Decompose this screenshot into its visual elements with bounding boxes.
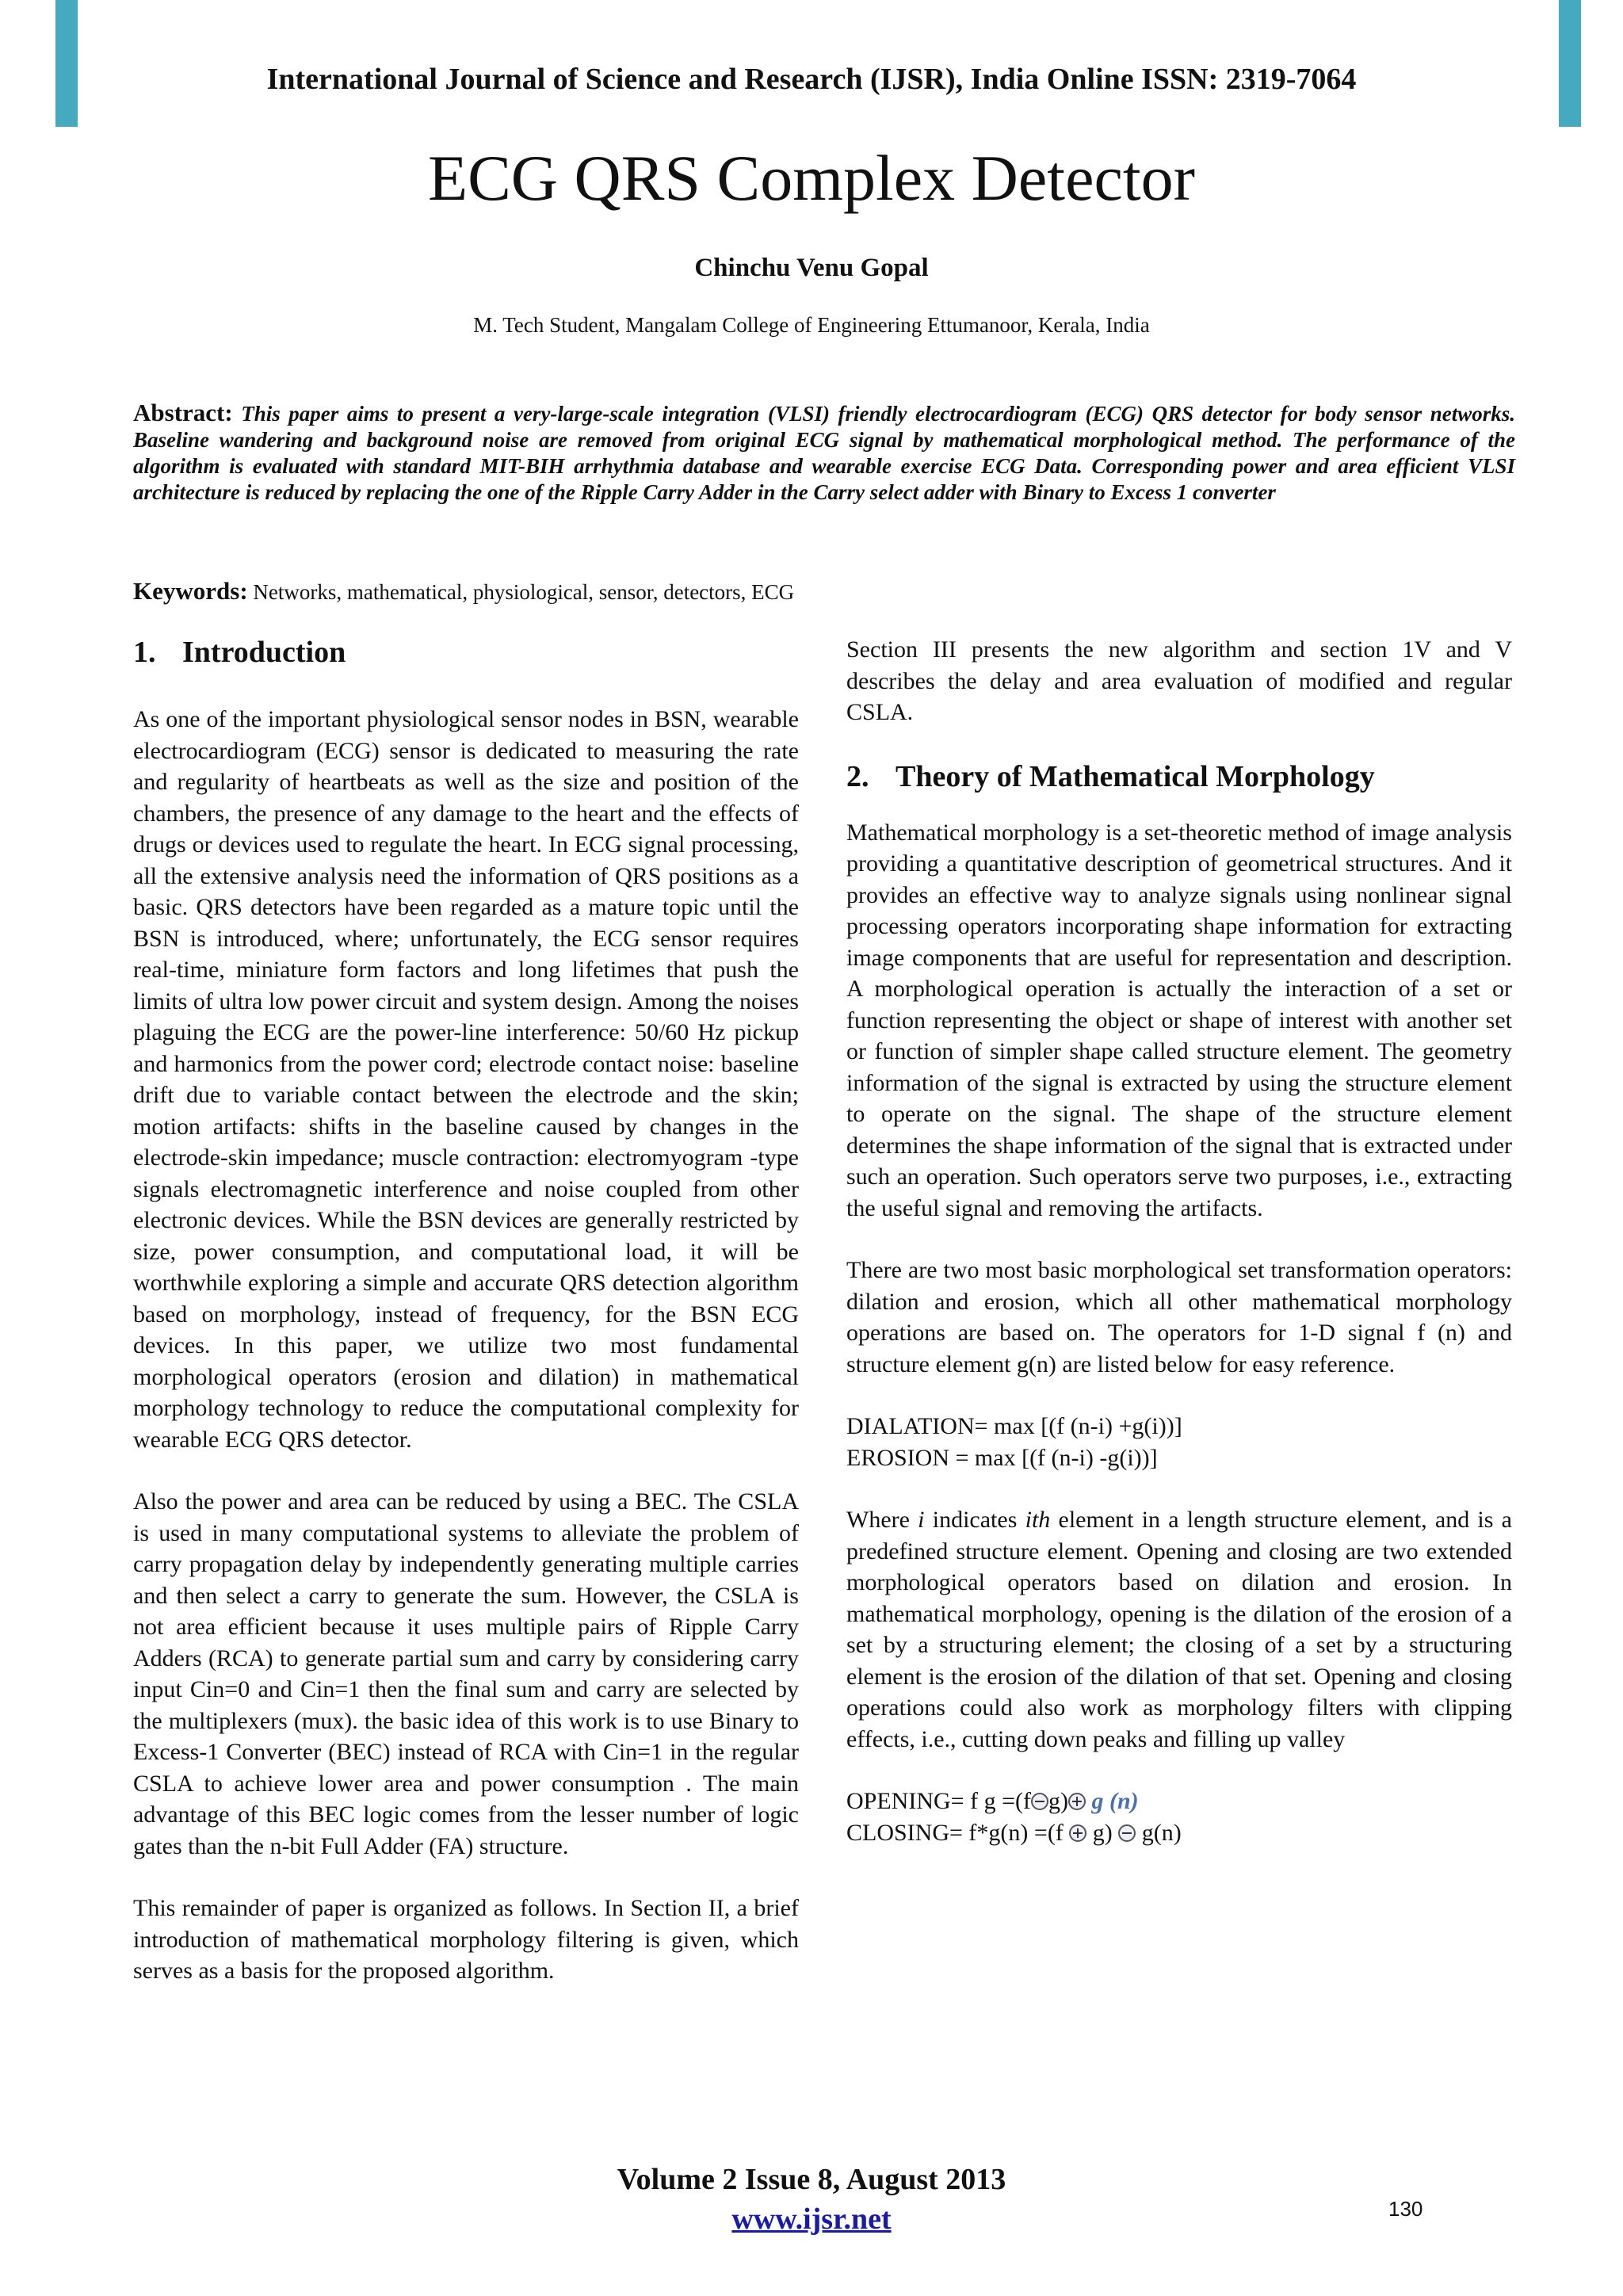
right-column — [846, 634, 1512, 1848]
text-run: element in a length structure element, and is a predefined structure element. Opening and closing are two extended morphological operators based on dilation and erosion. In mathematical morphology, opening is the dilation of the erosion of a set by a structuring element; the closing of a set by a structuring element is the erosion of the dilation of that set. Opening and closing operations could also work as morphology filters with clipping effects, i.e., cutting down peaks and filling up valley — [846, 1507, 1512, 1752]
section-heading-morphology — [846, 758, 1512, 795]
intro-paragraph-4: Section III presents the new algorithm and section 1V and V describes the delay and area evaluation of modified and regular CSLA. — [846, 636, 1512, 725]
equation-text: g(n) — [1141, 1819, 1182, 1846]
equation-text: OPENING= f g =(f — [846, 1788, 1031, 1814]
italic-ith: ith — [1025, 1507, 1051, 1533]
section-title: Introduction — [182, 636, 346, 669]
equation-text: g) — [1092, 1819, 1113, 1846]
keywords-text: Networks, mathematical, physiological, sensor, detectors, ECG — [253, 580, 795, 604]
section-number: 1. — [133, 636, 156, 669]
circle-minus-icon — [1031, 1793, 1048, 1810]
abstract — [133, 399, 1515, 506]
equation-text: g) — [1048, 1788, 1068, 1814]
equation-opening — [846, 1786, 1512, 1817]
morphology-paragraph-2: There are two most basic morphological set transformation operators: dilation and erosion, which all other mathematical morphology operations are based on. The operators for 1-D signal f (n) and structure element g(n) are listed below for easy reference. — [846, 1257, 1512, 1377]
equation-text: CLOSING= f*g(n) =(f — [846, 1819, 1064, 1846]
circle-plus-icon — [1068, 1793, 1086, 1810]
text-run: Where — [846, 1507, 918, 1533]
author-name: Chinchu Venu Gopal — [694, 254, 929, 282]
section-number: 2. — [846, 759, 869, 793]
section-title: Theory of Mathematical Morphology — [896, 759, 1375, 793]
footer-link[interactable]: www.ijsr.net — [731, 2202, 892, 2236]
italic-i: i — [918, 1507, 925, 1533]
text-run: indicates — [924, 1507, 1025, 1533]
footer-volume: Volume 2 Issue 8, August 2013 — [617, 2163, 1006, 2196]
equation-text: g (n) — [1091, 1788, 1139, 1814]
equation-closing — [846, 1817, 1512, 1849]
abstract-text: This paper aims to present a very-large-scale integration (VLSI) friendly electrocardiogram (ECG) QRS detector for body sensor networks. Baseline wandering and background noise are removed from original ECG signal by mathematical morphological method. The performance of the algorithm is evaluated with standard MIT-BIH arrhythmia database and wearable exercise ECG Data. Corresponding power and area efficient VLSI architecture is reduced by replacing the one of the Ripple Carry Adder in the Carry select adder with Binary to Excess 1 converter — [133, 402, 1516, 504]
equation-dilation: DIALATION= max [(f (n-i) +g(i))] — [846, 1413, 1182, 1439]
abstract-label: Abstract: — [133, 399, 233, 426]
morphology-paragraph-1: Mathematical morphology is a set-theoretic method of image analysis providing a quantitative description of geometrical structures. And it provides an effective way to analyze signals using nonlinear signal processing operators incorporating shape information for extracting image components that are useful for representation and description. A morphological operation is actually the interaction of a set or function representing the object or shape of interest with another set or function of simpler shape called structure element. The geometry information of the signal is extracted by using the structure element to operate on the signal. The shape of the structure element determines the shape information of the signal that is extracted under such an operation. Such operators serve two purposes, i.e., extracting the useful signal and removing the artifacts. — [846, 819, 1512, 1221]
keywords-label: Keywords: — [133, 577, 248, 605]
morphology-paragraph-3 — [846, 1504, 1512, 1755]
journal-header: International Journal of Science and Research (IJSR), India Online ISSN: 2319-7064 — [266, 63, 1357, 96]
intro-paragraph-3: This remainder of paper is organized as follows. In Section II, a brief introduction of mathematical morphology filtering is given, which serves as a basis for the proposed algorithm. — [133, 1895, 799, 1984]
author-affiliation: M. Tech Student, Mangalam College of Engineering Ettumanoor, Kerala, India — [473, 313, 1150, 337]
intro-paragraph-2: Also the power and area can be reduced by using a BEC. The CSLA is used in many computational systems to alleviate the problem of carry propagation delay by independently generating multiple carries and then select a carry to generate the sum. However, the CSLA is not area efficient because it uses multiple pairs of Ripple Carry Adders (RCA) to generate partial sum and carry by considering carry input Cin=0 and Cin=1 then the final sum and carry are selected by the multiplexers (mux). the basic idea of this work is to use Binary to Excess-1 Converter (BEC) instead of RCA with Cin=1 in the regular CSLA to achieve lower area and power consumption . The main advantage of this BEC logic comes from the lesser number of logic gates than the n-bit Full Adder (FA) structure. — [133, 1488, 799, 1859]
left-column — [133, 634, 799, 1987]
keywords — [133, 577, 1515, 606]
section-heading-introduction — [133, 634, 799, 670]
circle-plus-icon — [1069, 1824, 1086, 1842]
intro-paragraph-1: As one of the important physiological sensor nodes in BSN, wearable electrocardiogram (ECG) sensor is dedicated to measuring the rate and regularity of heartbeats as well as the size and position of the chambers, the presence of any damage to the heart and the effects of drugs or devices used to regulate the heart. In ECG signal processing, all the extensive analysis need the information of QRS positions as a basic. QRS detectors have been regarded as a mature topic until the BSN is introduced, where; unfortunately, the ECG sensor requires real-time, miniature form factors and long lifetimes that push the limits of ultra low power circuit and system design. Among the noises plaguing the ECG are the power-line interference: 50/60 Hz pickup and harmonics from the power cord; electrode contact noise: baseline drift due to variable contact between the electrode and the skin; motion artifacts: shifts in the baseline caused by changes in the electrode-skin impedance; muscle contraction: electromyogram -type signals electromagnetic interference and noise coupled from other electronic devices. While the BSN devices are generally restricted by size, power consumption, and computational load, it will be worthwhile exploring a simple and accurate QRS detection algorithm based on morphology, instead of frequency, for the BSN ECG devices. In this paper, we utilize two most fundamental morphological operators (erosion and dilation) in mathematical morphology technology to reduce the computational complexity for wearable ECG QRS detector. — [133, 706, 799, 1453]
equation-erosion: EROSION = max [(f (n-i) -g(i))] — [846, 1444, 1158, 1471]
page-number: 130 — [1388, 2197, 1423, 2221]
page-title: ECG QRS Complex Detector — [428, 142, 1195, 214]
circle-minus-icon — [1118, 1824, 1136, 1842]
